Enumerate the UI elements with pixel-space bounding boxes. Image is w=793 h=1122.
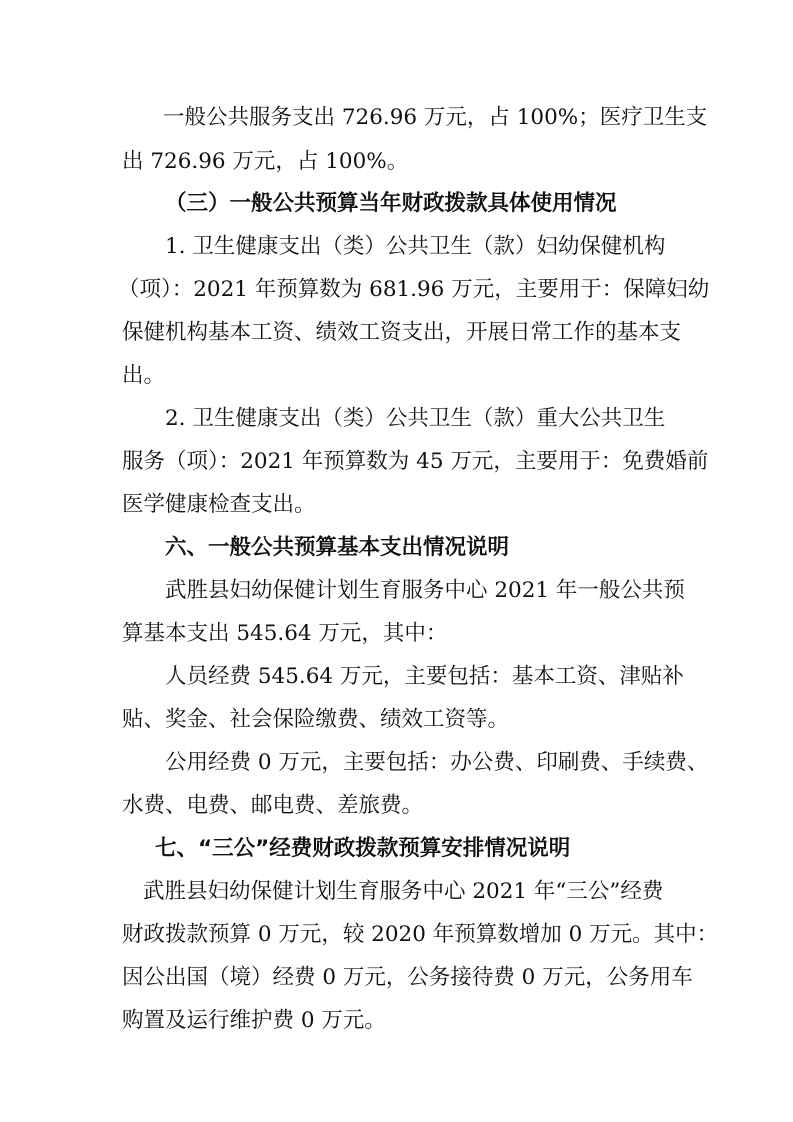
section-heading: 六、一般公共预算基本支出情况说明 xyxy=(165,535,510,560)
paragraph-line: 人员经费 545.64 万元，主要包括：基本工资、津贴补 xyxy=(165,664,684,689)
paragraph-line: 出 726.96 万元，占 100%。 xyxy=(122,149,409,174)
section-heading: （三）一般公共预算当年财政拨款具体使用情况 xyxy=(165,191,617,216)
paragraph-line: 服务（项）：2021 年预算数为 45 万元，主要用于：免费婚前 xyxy=(122,449,709,474)
paragraph-line: 因公出国（境）经费 0 万元，公务接待费 0 万元，公务用车 xyxy=(122,965,693,990)
paragraph-line: 水费、电费、邮电费、差旅费。 xyxy=(122,793,424,818)
paragraph-line: 武胜县妇幼保健计划生育服务中心 2021 年“三公”经费 xyxy=(143,879,664,904)
paragraph-line: 算基本支出 545.64 万元，其中： xyxy=(122,621,448,646)
paragraph-line: 财政拨款预算 0 万元，较 2020 年预算数增加 0 万元。其中： xyxy=(122,922,719,947)
paragraph-line: 保健机构基本工资、绩效工资支出，开展日常工作的基本支 xyxy=(122,320,682,345)
paragraph-line: 公用经费 0 万元，主要包括：办公费、印刷费、手续费、 xyxy=(165,750,709,775)
paragraph-line: 一般公共服务支出 726.96 万元，占 100%；医疗卫生支 xyxy=(163,105,708,130)
section-heading: 七、“三公”经费财政拨款预算安排情况说明 xyxy=(155,836,571,861)
paragraph-line: 武胜县妇幼保健计划生育服务中心 2021 年一般公共预 xyxy=(165,578,685,603)
paragraph-line: （项）：2021 年预算数为 681.96 万元，主要用于：保障妇幼 xyxy=(118,277,710,302)
paragraph-line: 医学健康检查支出。 xyxy=(122,492,316,517)
paragraph-line: 购置及运行维护费 0 万元。 xyxy=(122,1008,386,1033)
paragraph-line: 1. 卫生健康支出（类）公共卫生（款）妇幼保健机构 xyxy=(165,234,666,259)
paragraph-line: 2. 卫生健康支出（类）公共卫生（款）重大公共卫生 xyxy=(165,406,666,431)
paragraph-line: 出。 xyxy=(122,363,166,388)
paragraph-line: 贴、奖金、社会保险缴费、绩效工资等。 xyxy=(122,707,510,732)
